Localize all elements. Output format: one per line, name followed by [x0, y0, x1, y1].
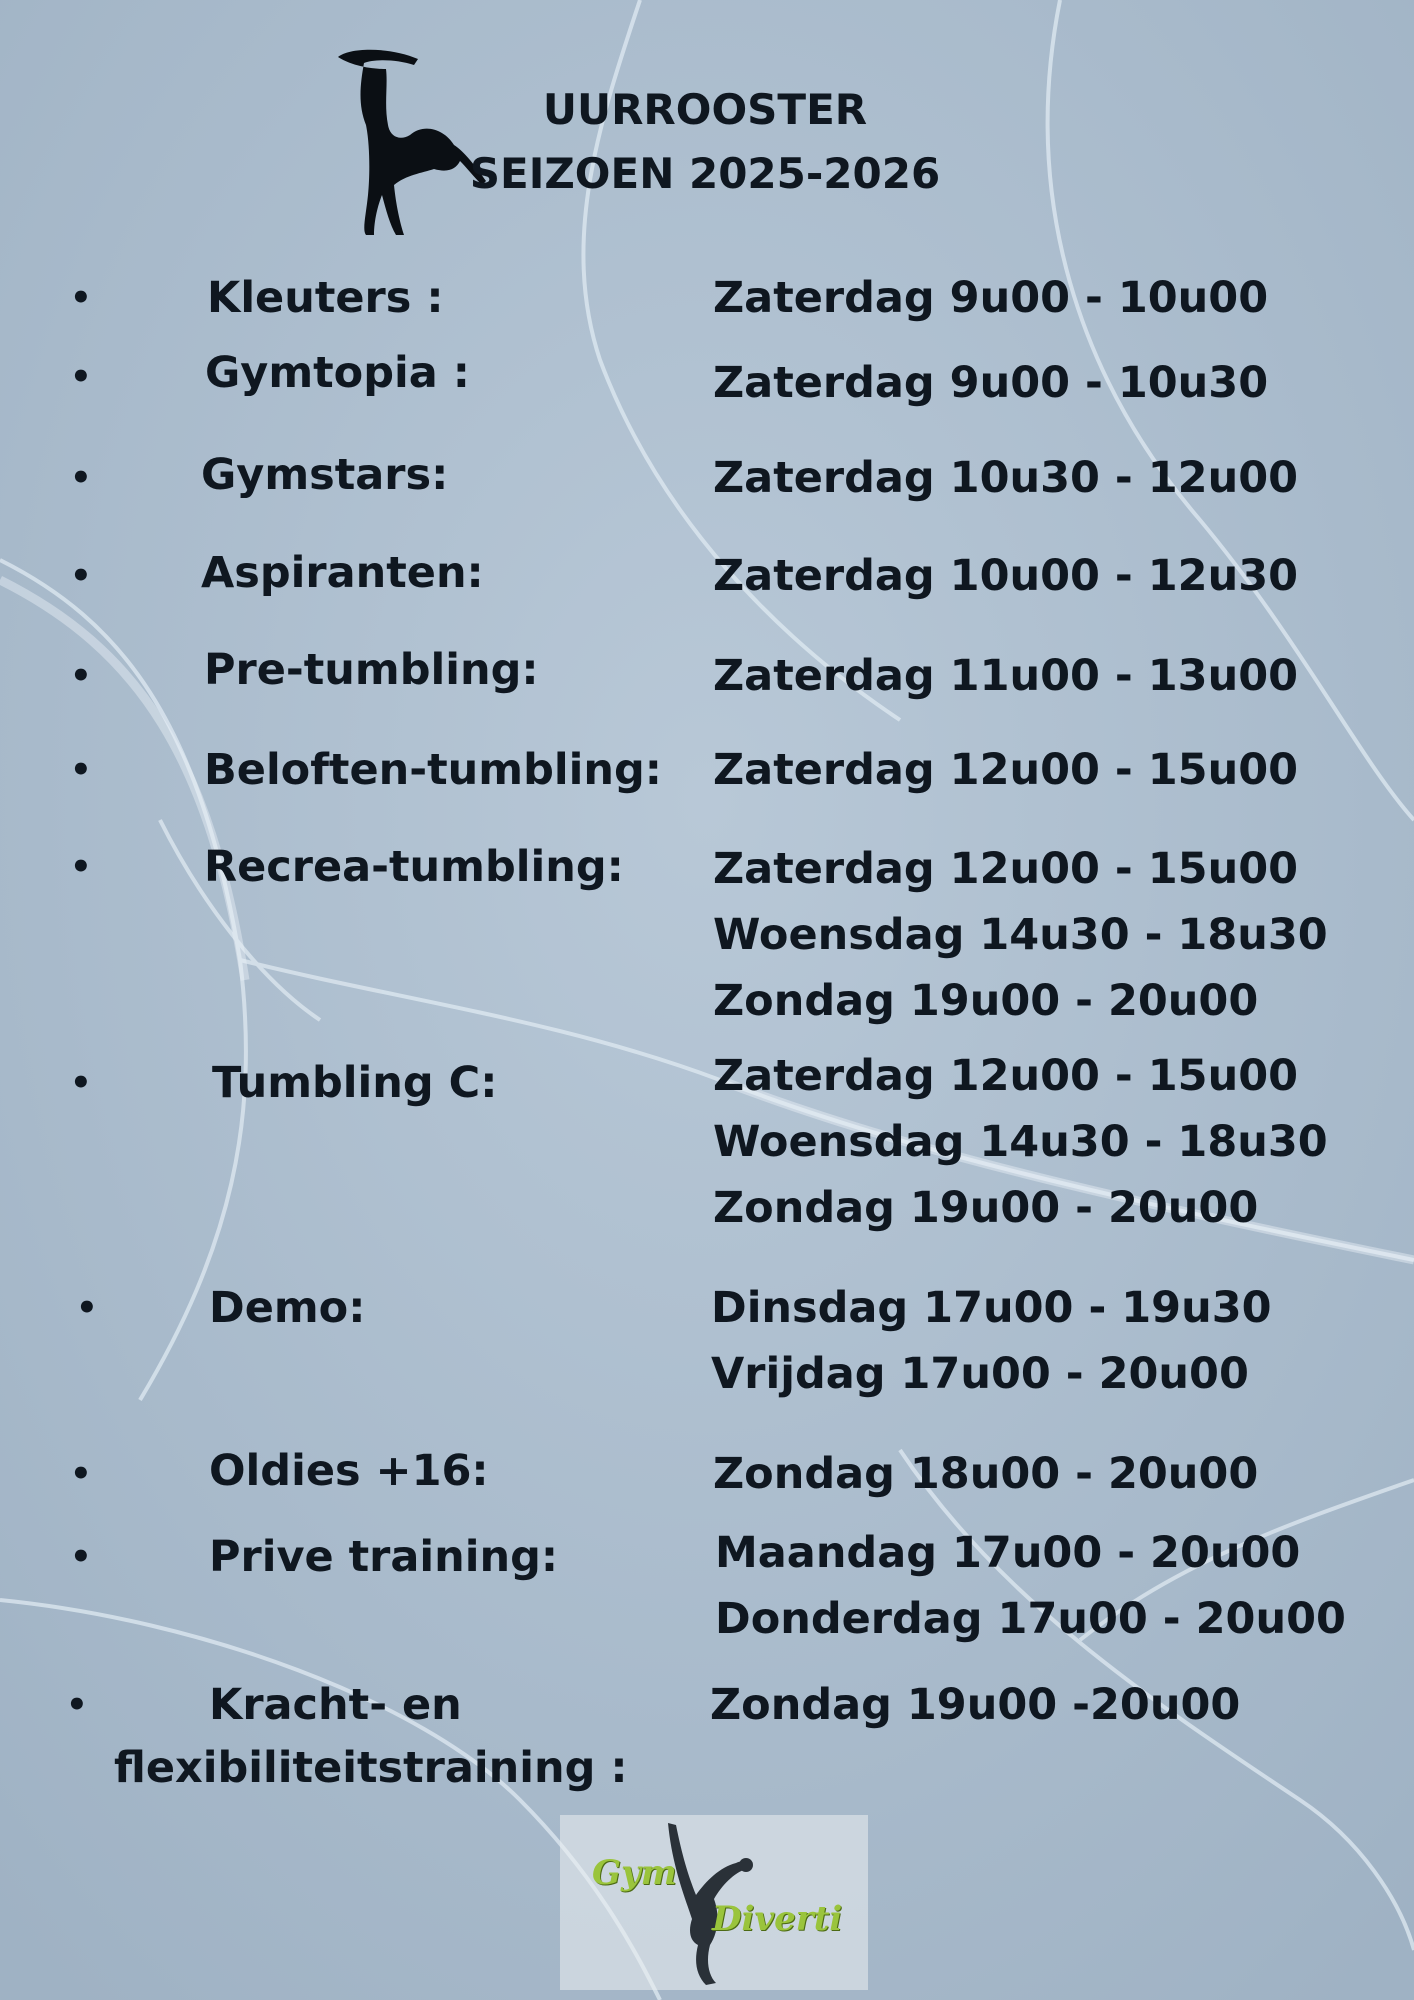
time-slot: Woensdag 14u30 - 18u30 — [713, 910, 1328, 960]
group-times — [713, 1043, 1328, 1241]
group-times — [711, 1275, 1272, 1407]
group-times — [713, 836, 1328, 1034]
time-slot: Maandag 17u00 - 20u00 — [715, 1528, 1301, 1578]
bullet: • — [70, 1454, 92, 1494]
title-line-2: SEIZOEN 2025-2026 — [469, 149, 941, 198]
bullet: • — [70, 656, 92, 696]
time-slot: Donderdag 17u00 - 20u00 — [715, 1594, 1346, 1644]
time-slot: Zondag 19u00 - 20u00 — [713, 976, 1259, 1026]
group-times — [713, 265, 1268, 331]
logo-text-gym: Gym — [592, 1853, 677, 1893]
group-label: Recrea-tumbling: — [204, 842, 624, 892]
group-label: Gymtopia : — [205, 348, 470, 398]
gym-diverti-logo — [560, 1815, 868, 1990]
group-times — [713, 1441, 1258, 1507]
group-times — [715, 1520, 1346, 1652]
title-line-1: UURROOSTER — [542, 85, 868, 134]
time-slot: Zondag 18u00 - 20u00 — [713, 1449, 1259, 1499]
group-label: Kleuters : — [207, 273, 444, 323]
group-label: Oldies +16: — [209, 1446, 489, 1496]
bullet: • — [70, 1063, 92, 1103]
group-label: Tumbling C: — [212, 1058, 498, 1108]
time-slot: Zaterdag 11u00 - 13u00 — [713, 651, 1299, 701]
group-times — [713, 350, 1268, 416]
group-label: Aspiranten: — [201, 548, 484, 598]
bullet: • — [70, 458, 92, 498]
time-slot: Zaterdag 12u00 - 15u00 — [713, 745, 1299, 795]
group-label: Gymstars: — [201, 450, 449, 500]
time-slot: Dinsdag 17u00 - 19u30 — [711, 1283, 1272, 1333]
page-title — [460, 78, 950, 206]
group-label-line-2: flexibiliteitstraining : — [114, 1743, 628, 1793]
group-label: Prive training: — [209, 1532, 559, 1582]
bullet: • — [76, 1288, 98, 1328]
group-times — [713, 445, 1298, 511]
group-times — [713, 643, 1298, 709]
bullet: • — [70, 556, 92, 596]
time-slot: Zaterdag 10u00 - 12u30 — [713, 551, 1299, 601]
bullet: • — [66, 1685, 88, 1725]
group-label: Demo: — [209, 1283, 366, 1333]
time-slot: Zondag 19u00 - 20u00 — [713, 1183, 1259, 1233]
bullet: • — [70, 357, 92, 397]
time-slot: Zaterdag 12u00 - 15u00 — [713, 1051, 1299, 1101]
time-slot: Vrijdag 17u00 - 20u00 — [711, 1349, 1249, 1399]
group-times — [713, 737, 1298, 803]
group-label: Kracht- en — [209, 1680, 462, 1730]
time-slot: Zaterdag 12u00 - 15u00 — [713, 844, 1299, 894]
time-slot: Zaterdag 9u00 - 10u30 — [713, 358, 1269, 408]
time-slot: Zaterdag 10u30 - 12u00 — [713, 453, 1299, 503]
time-slot: Woensdag 14u30 - 18u30 — [713, 1117, 1328, 1167]
bullet: • — [70, 1537, 92, 1577]
group-times — [713, 543, 1298, 609]
bullet: • — [70, 750, 92, 790]
group-times — [710, 1672, 1240, 1738]
bullet: • — [70, 847, 92, 887]
logo-text-diverti: Diverti — [712, 1899, 843, 1939]
group-label: Beloften-tumbling: — [204, 745, 662, 795]
time-slot: Zondag 19u00 -20u00 — [710, 1680, 1241, 1730]
bullet: • — [70, 278, 92, 318]
group-label: Pre-tumbling: — [204, 645, 539, 695]
time-slot: Zaterdag 9u00 - 10u00 — [713, 273, 1269, 323]
